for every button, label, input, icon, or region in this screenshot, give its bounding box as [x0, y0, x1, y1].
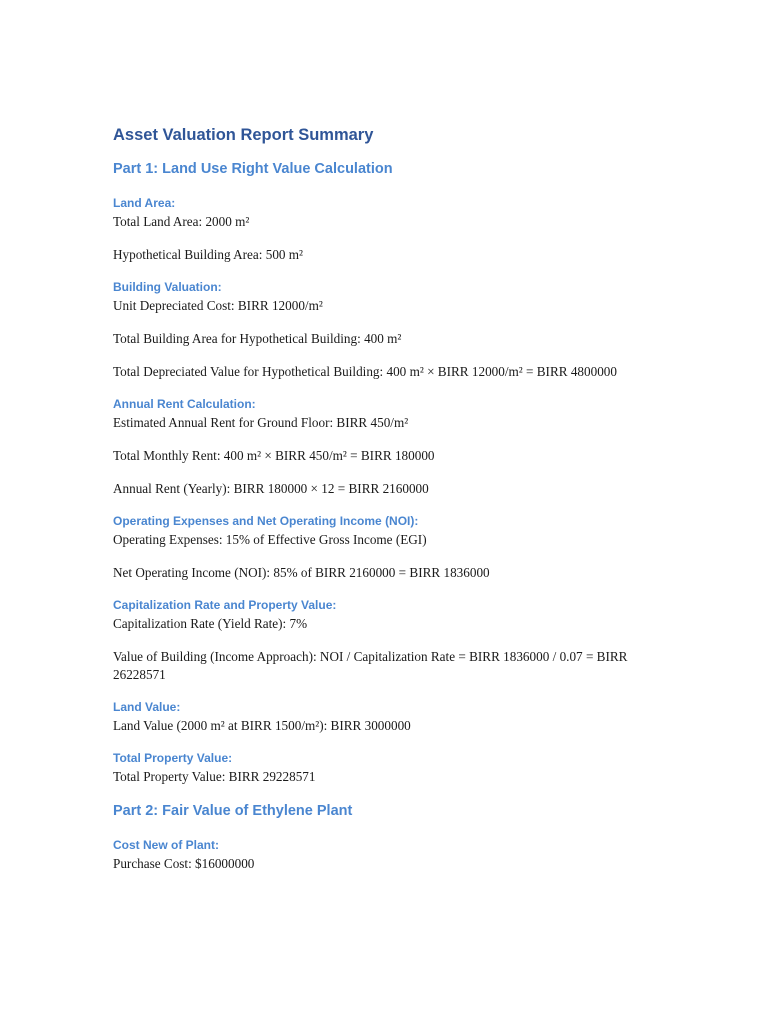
section-total-property [113, 750, 653, 786]
capitalization-heading: Capitalization Rate and Property Value: [113, 598, 337, 612]
part-1-heading: Part 1: Land Use Right Value Calculation [113, 161, 393, 177]
land-value-heading: Land Value: [113, 700, 181, 714]
estimated-annual-rent-text: Estimated Annual Rent for Ground Floor: BIRR 450/m² [113, 415, 409, 430]
purchase-cost-text: Purchase Cost: $16000000 [113, 856, 255, 871]
document-title: Asset Valuation Report Summary [113, 126, 374, 144]
total-monthly-rent-text: Total Monthly Rent: 400 m² × BIRR 450/m² = BIRR 180000 [113, 448, 435, 463]
part-2-heading: Part 2: Fair Value of Ethylene Plant [113, 803, 353, 819]
operating-expenses-text: Operating Expenses: 15% of Effective Gross Income (EGI) [113, 532, 427, 547]
section-cost-new [113, 837, 653, 873]
section-land-value [113, 699, 653, 735]
total-property-value-text: Total Property Value: BIRR 29228571 [113, 769, 316, 784]
operating-expenses-heading: Operating Expenses and Net Operating Income (NOI): [113, 514, 419, 528]
section-land-area [113, 195, 653, 264]
document-page [113, 124, 653, 888]
total-land-area-text: Total Land Area: 2000 m² [113, 214, 250, 229]
cost-new-heading: Cost New of Plant: [113, 838, 220, 852]
annual-rent-yearly-text: Annual Rent (Yearly): BIRR 180000 × 12 = BIRR 2160000 [113, 481, 429, 496]
total-depreciated-value-text: Total Depreciated Value for Hypothetical Building: 400 m² × BIRR 12000/m² = BIRR 4800000 [113, 364, 617, 379]
building-valuation-heading: Building Valuation: [113, 280, 222, 294]
section-operating-expenses [113, 513, 653, 582]
total-building-area-text: Total Building Area for Hypothetical Building: 400 m² [113, 331, 402, 346]
annual-rent-heading: Annual Rent Calculation: [113, 397, 256, 411]
capitalization-rate-text: Capitalization Rate (Yield Rate): 7% [113, 616, 308, 631]
section-annual-rent [113, 396, 653, 498]
section-building-valuation [113, 279, 653, 381]
land-value-text: Land Value (2000 m² at BIRR 1500/m²): BIRR 3000000 [113, 718, 411, 733]
hypothetical-building-area-text: Hypothetical Building Area: 500 m² [113, 247, 304, 262]
value-of-building-text: Value of Building (Income Approach): NOI / Capitalization Rate = BIRR 1836000 / 0.07 = BIRR 26228571 [113, 649, 628, 682]
section-capitalization [113, 597, 653, 684]
land-area-heading: Land Area: [113, 196, 176, 210]
unit-depreciated-cost-text: Unit Depreciated Cost: BIRR 12000/m² [113, 298, 323, 313]
net-operating-income-text: Net Operating Income (NOI): 85% of BIRR 2160000 = BIRR 1836000 [113, 565, 490, 580]
total-property-heading: Total Property Value: [113, 751, 233, 765]
